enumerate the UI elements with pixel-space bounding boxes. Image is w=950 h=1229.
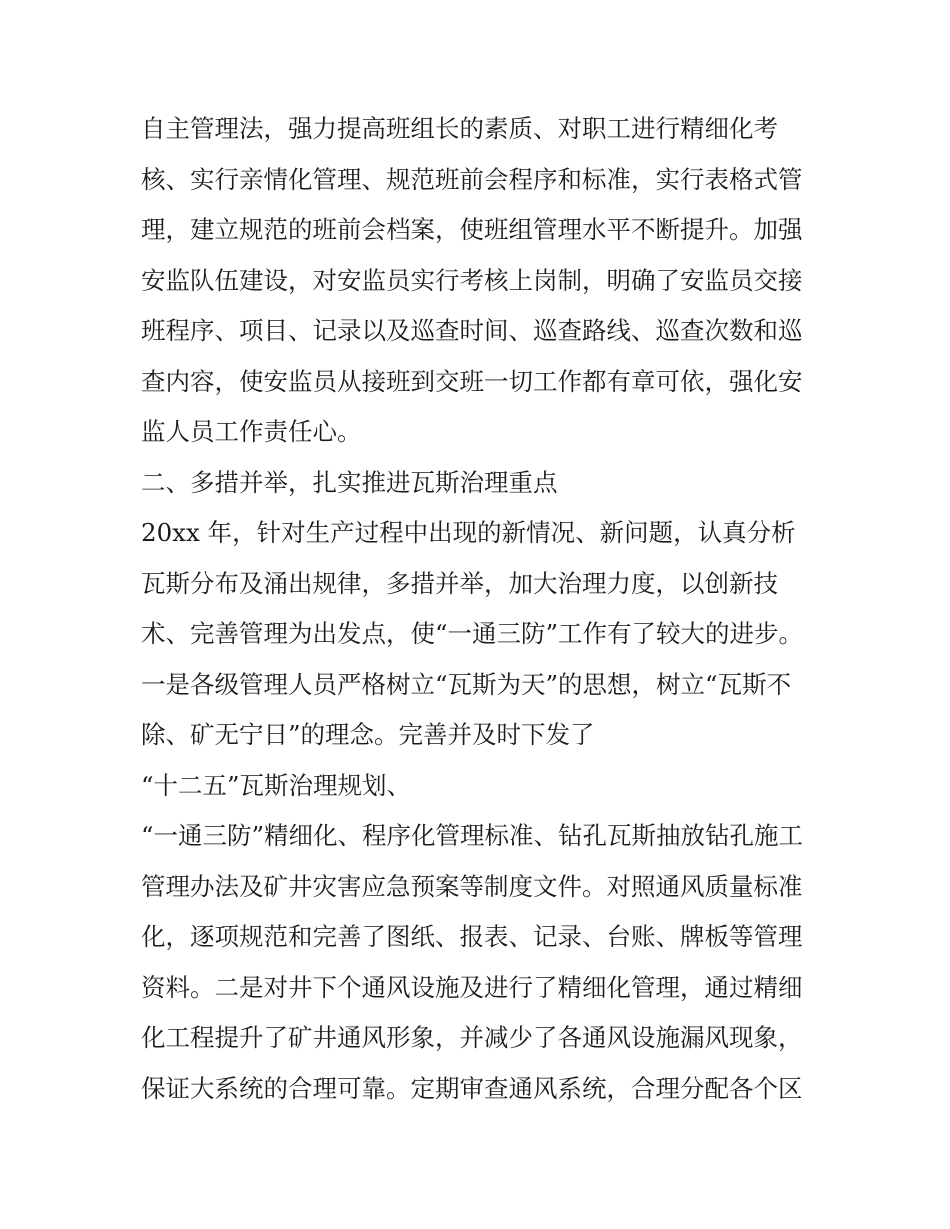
text-line: 瓦斯分布及涌出规律，多措并举，加大治理力度，以创新技 [141, 568, 778, 598]
text-line: 化工程提升了矿井通风形象，并减少了各通风设施漏风现象， [141, 1023, 803, 1052]
text-line: 监人员工作责任心。 [141, 417, 362, 446]
text-line: 班程序、项目、记录以及巡查时间、巡查路线、巡查次数和巡 [141, 316, 803, 345]
text-line: “十二五”瓦斯治理规划、 [141, 770, 412, 800]
text-line: 化，逐项规范和完善了图纸、报表、记录、台账、牌板等管理 [141, 922, 803, 951]
text-line: 核、实行亲情化管理、规范班前会程序和标准，实行表格式管 [141, 164, 803, 194]
text-line: 自主管理法，强力提高班组长的素质、对职工进行精细化考 [141, 114, 778, 143]
text-line: 保证大系统的合理可靠。定期审查通风系统，合理分配各个区 [141, 1073, 803, 1103]
text-line: 安监队伍建设，对安监员实行考核上岗制，明确了安监员交接 [141, 265, 803, 295]
text-line: 管理办法及矿井灾害应急预案等制度文件。对照通风质量标准 [141, 871, 803, 901]
text-line: 查内容，使安监员从接班到交班一切工作都有章可依，强化安 [141, 366, 803, 396]
text-line: 术、完善管理为出发点，使“一通三防”工作有了较大的进步。 [141, 619, 804, 648]
text-line: “一通三防”精细化、程序化管理标准、钻孔瓦斯抽放钻孔施工 [141, 821, 804, 850]
body-text [141, 104, 821, 1114]
text-line: 一是各级管理人员严格树立“瓦斯为天”的思想，树立“瓦斯不 [141, 669, 792, 699]
text-line: 理，建立规范的班前会档案，使班组管理水平不断提升。加强 [141, 215, 803, 244]
text-line: 资料。二是对井下个通风设施及进行了精细化管理，通过精细 [141, 972, 803, 1002]
text-line: 20xx 年，针对生产过程中出现的新情况、新问题，认真分析 [141, 518, 796, 547]
section-heading: 二、多措并举，扎实推进瓦斯治理重点 [141, 467, 558, 497]
text-line: 除、矿无宁日”的理念。完善并及时下发了 [141, 720, 595, 749]
